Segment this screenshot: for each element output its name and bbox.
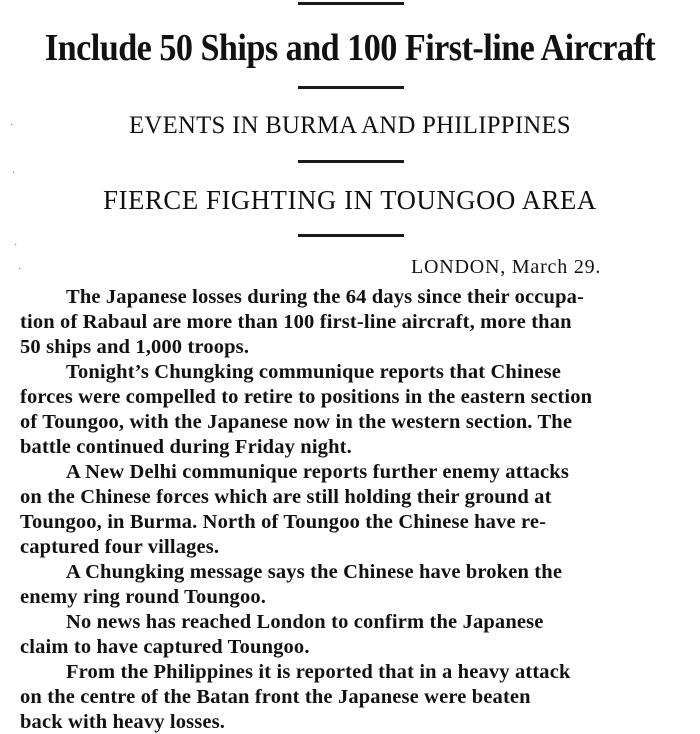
divider-rule [298, 234, 404, 237]
print-speck: · [10, 120, 14, 131]
body-line: A New Delhi communique reports further enemy attacks [66, 461, 569, 483]
print-speck: · [14, 240, 18, 251]
dateline: LONDON, March 29. [411, 256, 602, 278]
body-line: The Japanese losses during the 64 days since their occupa- [66, 286, 585, 308]
divider-rule [298, 86, 404, 89]
subheadline: EVENTS IN BURMA AND PHILIPPINES [129, 112, 571, 139]
body-line: back with heavy losses. [20, 711, 226, 733]
body-line: tion of Rabaul are more than 100 first-line aircraft, more than [20, 311, 572, 333]
body-line: claim to have captured Toungoo. [20, 636, 310, 658]
body-line: on the Chinese forces which are still holding their ground at [20, 486, 552, 508]
body-line: captured four villages. [20, 536, 220, 558]
print-speck: · [18, 264, 22, 275]
body-line: Tonight’s Chungking communique reports that Chinese [66, 361, 562, 383]
body-line: forces were compelled to retire to positions in the eastern section [20, 386, 593, 408]
body-line: enemy ring round Toungoo. [20, 586, 267, 608]
body-line: Toungoo, in Burma. North of Toungoo the Chinese have re- [20, 511, 547, 533]
body-line: on the centre of the Batan front the Japanese were beaten [20, 686, 531, 708]
divider-rule [298, 160, 404, 163]
top-divider-rule [298, 2, 404, 5]
body-line: No news has reached London to confirm the Japanese [66, 611, 544, 633]
print-speck: · [12, 168, 16, 179]
body-line: From the Philippines it is reported that in a heavy attack [66, 661, 571, 683]
main-headline: Include 50 Ships and 100 First-line Aircraft [44, 27, 656, 69]
body-line: 50 ships and 1,000 troops. [20, 336, 250, 358]
body-line: battle continued during Friday night. [20, 436, 352, 458]
body-line: A Chungking message says the Chinese have broken the [66, 561, 563, 583]
body-line: of Toungoo, with the Japanese now in the western section. The [20, 411, 573, 433]
subheadline: FIERCE FIGHTING IN TOUNGOO AREA [103, 185, 597, 215]
